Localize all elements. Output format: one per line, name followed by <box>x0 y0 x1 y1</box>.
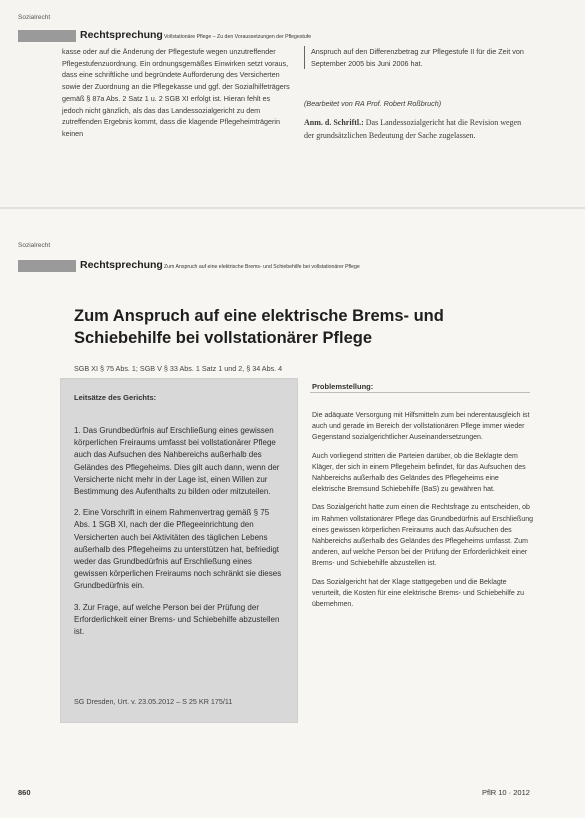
editor-credit: (Bearbeitet von RA Prof. Robert Roßbruch) <box>304 99 442 108</box>
author-note-label: Anm. d. Schriftl.: <box>304 118 364 127</box>
rubric-title: Rechtsprechung <box>80 29 163 41</box>
article-title-line-1: Zum Anspruch auf eine elektrische Brems- und <box>74 307 444 325</box>
author-note <box>304 117 532 142</box>
rubric-bar <box>18 260 76 272</box>
section-label: Sozialrecht <box>18 14 51 21</box>
problem-paragraph: Die adäquate Versorgung mit Hilfsmitteln zum bei nderentausgleich ist auch und gerade im Bereich der vollstationären Pflege immer wieder Gegenstand sozialgerichtlicher Auseinandersetzungen. <box>312 412 530 442</box>
leitsatz-item: 1. Das Grundbedürfnis auf Erschließung eines gewissen körperlichen Freiraums umfasst bei vollstationärer Pflege auch das Aufsuchen des Nahbereichs außerhalb des Geländes des Pflegeheims. Dies gilt auch dann, wenn der Versicherte nicht mehr in der Lage ist, einen Willen zur Bestimmung des Aufenthalts zu bilden oder mitzuteilen. <box>74 426 280 497</box>
author-note-text: Das Landessozialgericht hat die Revision wegen der grundsätzlichen Bedeutung der Sache zugelassen. <box>304 118 522 140</box>
article-title <box>74 305 534 349</box>
journal-issue: PflR 10 · 2012 <box>482 788 530 797</box>
leitsaetze-heading: Leitsätze des Gerichts: <box>74 393 157 402</box>
problemstellung-column <box>312 410 534 610</box>
rubric-subtitle: Vollstationäre Pflege – Zu den Voraussetzungen der Pflegestufe <box>164 34 312 40</box>
problem-paragraph: Auch vorliegend stritten die Parteien darüber, ob die Beklagte dem Kläger, der sich in einem Pflegeheim befindet, für das Aufsuchen des Nahbereichs außerhalb des Geländes des Pflegeheims eine elektrische Bremsund Schiebehilfe (BaS) zu gewähren hat. <box>312 452 526 494</box>
rubric-title: Rechtsprechung <box>80 259 163 271</box>
quote-paragraph: Anspruch auf den Differenzbetrag zur Pflegestufe II für die Zeit von September 2005 bis Juni 2006 hat. <box>311 47 524 68</box>
rubric-subtitle: Zum Anspruch auf eine elektrische Brems- und Schiebehilfe bei vollstationärer Pflege <box>164 264 360 270</box>
problemstellung-underline <box>310 392 530 393</box>
problem-paragraph: Das Sozialgericht hatte zum einen die Rechtsfrage zu entscheiden, ob im Rahmen vollstationärer Pflege das Grundbedürfnis auf Erschließung eines gewissen körperlichen Freiraums auch das Aufsuchen des Nahbereichs außerhalb des Geländes des Pflegeheims umfasst. Zum anderen, auf welche Person bei der Prüfung der Erforderlichkeit einer Brems- und Schiebehilfe abzustellen ist. <box>312 504 534 568</box>
legal-norms: SGB XI § 75 Abs. 1; SGB V § 33 Abs. 1 Satz 1 und 2, § 34 Abs. 4 <box>74 364 283 373</box>
leitsatz-item: 2. Eine Vorschrift in einem Rahmenvertrag gemäß § 75 Abs. 1 SGB XI, nach der die Pflegeeinrichtung den Versicherten auch bei Aktivitäten des täglichen Lebens außerhalb des Pflegeheims zu unterstützen hat, befriedigt weder das Grundbedürfnis auf Erschließung eines gewissen körperlichen Freiraums noch schränkt sie dieses Grundbedürfnis ein. <box>74 508 282 591</box>
previous-page-left-text <box>62 46 290 140</box>
article-title-line-2: Schiebehilfe bei vollstationärer Pflege <box>74 329 373 347</box>
body-paragraph: kasse oder auf die Änderung der Pflegestufe wegen unzutreffender Pflegestufenzuordnung. Ein ordnungsgemäßes Einwirken setzt voraus, dass eine schriftliche und begründete Aufforderung des Versicherten sowie der Zuordnung an die Pflegekasse und ggf. der Sozialhilfeträgers gemäß § 87a Abs. 2 Satz 1 u. 2 SGB XI erfolgt ist. Hieran fehlt es jedoch nicht gänzlich, als das das Landessozialgericht zu dem zutreffenden Ergebnis kommt, dass die klagende Pflegeheimträgerin keinen <box>62 47 290 138</box>
section-label: Sozialrecht <box>18 242 51 249</box>
leitsaetze-list <box>74 425 286 647</box>
problem-paragraph: Das Sozialgericht hat der Klage stattgegeben und die Beklagte verurteilt, die Kosten für eine elektrische Brems- und Schiebehilfe zu übernehmen. <box>312 578 525 609</box>
court-citation: SG Dresden, Urt. v. 23.05.2012 – S 25 KR 175/11 <box>74 697 233 706</box>
leitsatz-item: 3. Zur Frage, auf welche Person bei der Prüfung der Erforderlichkeit einer Brems- und Schiebehilfe abzustellen ist. <box>74 602 280 637</box>
problemstellung-heading: Problemstellung: <box>312 382 374 391</box>
page-number: 860 <box>18 788 31 797</box>
page-divider <box>0 207 585 209</box>
previous-page-quote <box>304 46 533 69</box>
rubric-bar <box>18 30 76 42</box>
